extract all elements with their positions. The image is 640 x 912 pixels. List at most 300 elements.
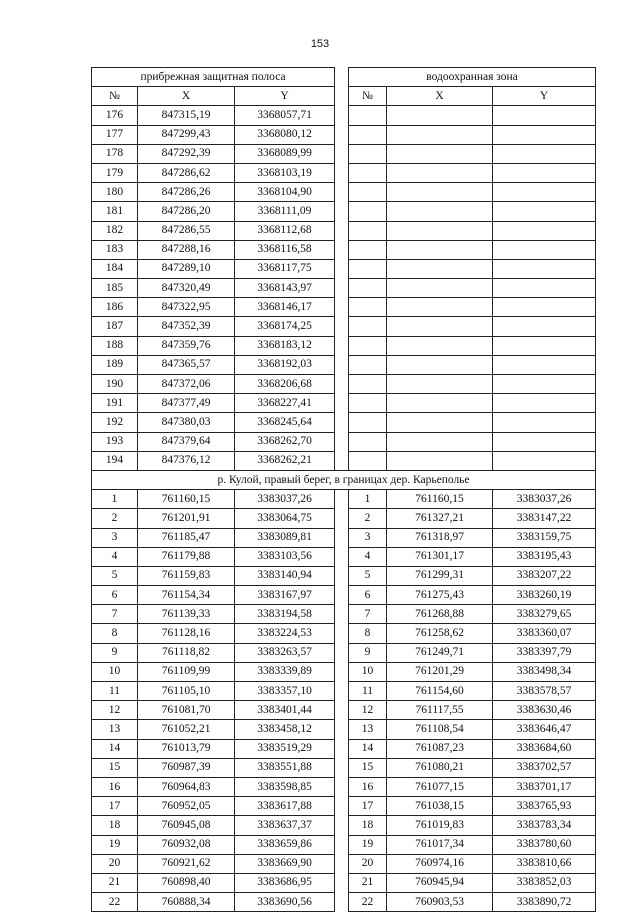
point-number: 15 [349,758,387,777]
table-row [92,144,596,163]
point-number: 20 [92,854,138,873]
coord-x: 847376,12 [138,451,235,470]
table-row [92,394,596,413]
coord-x: 760952,05 [138,797,235,816]
point-number: 192 [92,413,138,432]
point-number: 4 [349,547,387,566]
column-gap [335,394,349,413]
coord-y: 3383890,72 [493,893,596,912]
col-header-x: X [138,87,235,106]
coord-x: 761160,15 [138,490,235,509]
coord-y: 3383339,89 [235,662,335,681]
table-row [92,528,596,547]
point-number: 183 [92,240,138,259]
col-header-no: № [92,87,138,106]
empty-cell [349,279,387,298]
empty-cell [387,394,493,413]
col-header-y: Y [235,87,335,106]
coord-y: 3368103,19 [235,163,335,182]
empty-cell [349,125,387,144]
empty-cell [349,221,387,240]
point-number: 18 [92,816,138,835]
coord-x: 847377,49 [138,394,235,413]
coord-y: 3383765,93 [493,797,596,816]
point-number: 11 [92,682,138,701]
coord-x: 761038,15 [387,797,493,816]
coord-y: 3383458,12 [235,720,335,739]
coord-x: 761160,15 [387,490,493,509]
point-number: 7 [349,605,387,624]
coord-x: 760921,62 [138,854,235,873]
column-gap [335,317,349,336]
coord-x: 760903,53 [387,893,493,912]
table-row [92,279,596,298]
empty-cell [493,298,596,317]
coord-y: 3383357,10 [235,682,335,701]
empty-cell [349,259,387,278]
point-number: 13 [349,720,387,739]
coord-x: 847320,49 [138,279,235,298]
coord-y: 3383498,34 [493,662,596,681]
coord-x: 847286,20 [138,202,235,221]
point-number: 3 [92,528,138,547]
coord-y: 3383598,85 [235,777,335,796]
column-gap [335,777,349,796]
column-gap [335,125,349,144]
point-number: 191 [92,394,138,413]
point-number: 2 [92,509,138,528]
empty-cell [493,221,596,240]
column-gap [335,528,349,547]
empty-cell [493,259,596,278]
coord-y: 3368183,12 [235,336,335,355]
coord-x: 761185,47 [138,528,235,547]
coord-y: 3368080,12 [235,125,335,144]
coord-x: 761087,23 [387,739,493,758]
coord-x: 761249,71 [387,643,493,662]
table-row [92,586,596,605]
coord-y: 3383684,60 [493,739,596,758]
table-row [92,816,596,835]
point-number: 187 [92,317,138,336]
point-number: 4 [92,547,138,566]
table-row [92,183,596,202]
coord-x: 761268,88 [387,605,493,624]
column-gap [335,893,349,912]
point-number: 190 [92,375,138,394]
empty-cell [349,106,387,125]
empty-cell [387,259,493,278]
point-number: 22 [349,893,387,912]
empty-cell [349,298,387,317]
table-row [92,451,596,470]
empty-cell [387,163,493,182]
empty-cell [349,432,387,451]
coord-x: 761201,29 [387,662,493,681]
section-2-body [92,490,596,912]
coord-x: 761258,62 [387,624,493,643]
zone-title-row [92,68,596,87]
point-number: 2 [349,509,387,528]
point-number: 12 [349,701,387,720]
coord-y: 3383702,57 [493,758,596,777]
empty-cell [387,125,493,144]
coord-y: 3368116,58 [235,240,335,259]
column-gap [335,701,349,720]
point-number: 19 [92,835,138,854]
point-number: 12 [92,701,138,720]
empty-cell [493,279,596,298]
empty-cell [493,432,596,451]
table-row [92,547,596,566]
table-row [92,566,596,585]
col-header-x: X [387,87,493,106]
coord-y: 3383224,53 [235,624,335,643]
table-row [92,854,596,873]
coord-y: 3368111,09 [235,202,335,221]
empty-cell [387,336,493,355]
point-number: 1 [349,490,387,509]
table-row [92,375,596,394]
coord-y: 3368117,75 [235,259,335,278]
coord-y: 3383578,57 [493,682,596,701]
empty-cell [349,202,387,221]
coord-x: 760964,83 [138,777,235,796]
table-row [92,758,596,777]
empty-cell [493,240,596,259]
table-row [92,259,596,278]
column-gap [335,413,349,432]
coord-y: 3368146,17 [235,298,335,317]
coord-y: 3383360,07 [493,624,596,643]
point-number: 6 [92,586,138,605]
coord-x: 761139,33 [138,605,235,624]
empty-cell [349,413,387,432]
coord-y: 3383659,86 [235,835,335,854]
point-number: 11 [349,682,387,701]
point-number: 3 [349,528,387,547]
column-gap [335,355,349,374]
table-row [92,413,596,432]
empty-cell [387,279,493,298]
empty-cell [349,144,387,163]
coord-x: 761318,97 [387,528,493,547]
point-number: 21 [349,873,387,892]
point-number: 182 [92,221,138,240]
table-row [92,605,596,624]
coord-x: 761327,21 [387,509,493,528]
column-gap [335,854,349,873]
point-number: 9 [92,643,138,662]
section-2-title [92,470,596,489]
point-number: 17 [349,797,387,816]
coord-y: 3368104,90 [235,183,335,202]
column-gap [335,451,349,470]
coord-x: 760987,39 [138,758,235,777]
column-gap [335,106,349,125]
coord-y: 3383690,56 [235,893,335,912]
point-number: 10 [349,662,387,681]
column-gap [335,144,349,163]
coord-x: 847292,39 [138,144,235,163]
coord-y: 3368192,03 [235,355,335,374]
empty-cell [349,163,387,182]
page-number: 153 [310,38,330,50]
coord-y: 3383263,57 [235,643,335,662]
empty-cell [493,317,596,336]
coord-x: 760898,40 [138,873,235,892]
column-gap [335,643,349,662]
empty-cell [493,451,596,470]
coord-x: 761019,83 [387,816,493,835]
table-row [92,682,596,701]
coord-x: 761017,34 [387,835,493,854]
coord-x: 761052,21 [138,720,235,739]
coordinates-table [91,67,596,912]
column-gap [335,873,349,892]
empty-cell [493,163,596,182]
coord-x: 847288,16 [138,240,235,259]
coord-x: 847352,39 [138,317,235,336]
empty-cell [493,183,596,202]
section-title-row [92,470,596,489]
coord-x: 761275,43 [387,586,493,605]
coord-y: 3383103,56 [235,547,335,566]
point-number: 194 [92,451,138,470]
empty-cell [493,202,596,221]
table-row [92,221,596,240]
column-gap [335,682,349,701]
coastal-strip-title: прибрежная защитная полоса [92,68,335,87]
point-number: 193 [92,432,138,451]
coord-y: 3383397,79 [493,643,596,662]
empty-cell [349,394,387,413]
point-number: 189 [92,355,138,374]
coord-y: 3383064,75 [235,509,335,528]
empty-cell [349,336,387,355]
table-row [92,643,596,662]
column-gap [335,336,349,355]
column-gap [335,490,349,509]
point-number: 16 [92,777,138,796]
coord-x: 761301,17 [387,547,493,566]
point-number: 13 [92,720,138,739]
table-row [92,624,596,643]
point-number: 22 [92,893,138,912]
coord-y: 3383852,03 [493,873,596,892]
point-number: 176 [92,106,138,125]
point-number: 21 [92,873,138,892]
table-row [92,777,596,796]
table-row [92,720,596,739]
coord-y: 3368206,68 [235,375,335,394]
coord-x: 760888,34 [138,893,235,912]
table-row [92,739,596,758]
table-row [92,202,596,221]
coord-y: 3383037,26 [493,490,596,509]
coord-x: 847372,06 [138,375,235,394]
coord-x: 847289,10 [138,259,235,278]
coord-x: 847286,55 [138,221,235,240]
coord-x: 760932,08 [138,835,235,854]
table-row [92,125,596,144]
coord-y: 3383780,60 [493,835,596,854]
column-gap [335,624,349,643]
empty-cell [387,240,493,259]
coord-y: 3383159,75 [493,528,596,547]
coord-y: 3383669,90 [235,854,335,873]
point-number: 18 [349,816,387,835]
coord-y: 3383701,17 [493,777,596,796]
empty-cell [387,375,493,394]
column-gap [335,509,349,528]
coord-x: 761159,83 [138,566,235,585]
point-number: 178 [92,144,138,163]
table-row [92,893,596,912]
table-row [92,432,596,451]
coord-x: 847322,95 [138,298,235,317]
point-number: 20 [349,854,387,873]
coord-x: 847286,62 [138,163,235,182]
empty-cell [493,394,596,413]
empty-cell [349,375,387,394]
column-gap [335,739,349,758]
point-number: 10 [92,662,138,681]
column-gap [335,797,349,816]
coord-y: 3383551,88 [235,758,335,777]
column-gap [335,375,349,394]
point-number: 19 [349,835,387,854]
empty-cell [493,375,596,394]
column-gap [335,87,349,106]
column-gap [335,662,349,681]
point-number: 1 [92,490,138,509]
coord-x: 760945,94 [387,873,493,892]
empty-cell [349,183,387,202]
coord-y: 3383167,97 [235,586,335,605]
coord-x: 761081,70 [138,701,235,720]
table-row [92,106,596,125]
table-row [92,163,596,182]
coord-y: 3368112,68 [235,221,335,240]
coord-x: 761117,55 [387,701,493,720]
point-number: 5 [92,566,138,585]
coord-x: 847315,19 [138,106,235,125]
point-number: 177 [92,125,138,144]
empty-cell [387,298,493,317]
coord-y: 3383147,22 [493,509,596,528]
point-number: 186 [92,298,138,317]
empty-cell [387,432,493,451]
coord-y: 3383279,65 [493,605,596,624]
coord-y: 3383783,34 [493,816,596,835]
point-number: 9 [349,643,387,662]
empty-cell [387,221,493,240]
table-row [92,662,596,681]
point-number: 184 [92,259,138,278]
column-gap [335,432,349,451]
coord-y: 3383401,44 [235,701,335,720]
empty-cell [493,125,596,144]
point-number: 14 [92,739,138,758]
point-number: 185 [92,279,138,298]
col-header-y: Y [493,87,596,106]
coord-y: 3383630,46 [493,701,596,720]
coord-x: 761013,79 [138,739,235,758]
coord-x: 847286,26 [138,183,235,202]
column-gap [335,547,349,566]
table-row [92,509,596,528]
coord-y: 3368057,71 [235,106,335,125]
column-gap [335,586,349,605]
table-row [92,317,596,336]
coord-x: 847365,57 [138,355,235,374]
table-row [92,336,596,355]
coord-y: 3383637,37 [235,816,335,835]
empty-cell [493,106,596,125]
point-number: 17 [92,797,138,816]
table-row [92,835,596,854]
coord-y: 3383646,47 [493,720,596,739]
column-gap [335,605,349,624]
river-section-title: р. Кулой, правый берег, в границах дер. Карьеполье [92,470,596,489]
empty-cell [349,317,387,336]
empty-cell [387,183,493,202]
coord-x: 761080,21 [387,758,493,777]
coord-y: 3368262,70 [235,432,335,451]
coord-x: 761077,15 [387,777,493,796]
coord-x: 760945,08 [138,816,235,835]
coord-x: 761179,88 [138,547,235,566]
column-gap [335,298,349,317]
coord-x: 761154,34 [138,586,235,605]
column-gap [335,183,349,202]
coord-y: 3383194,58 [235,605,335,624]
coord-x: 847379,64 [138,432,235,451]
column-gap [335,240,349,259]
col-header-no: № [349,87,387,106]
empty-cell [387,202,493,221]
column-gap [335,68,349,87]
empty-cell [387,355,493,374]
coord-y: 3383037,26 [235,490,335,509]
point-number: 188 [92,336,138,355]
empty-cell [349,240,387,259]
table-row [92,701,596,720]
coord-y: 3368262,21 [235,451,335,470]
coord-x: 761108,54 [387,720,493,739]
empty-cell [493,144,596,163]
empty-cell [349,451,387,470]
coord-x: 761109,99 [138,662,235,681]
point-number: 7 [92,605,138,624]
coord-y: 3383140,94 [235,566,335,585]
point-number: 16 [349,777,387,796]
point-number: 8 [349,624,387,643]
empty-cell [387,451,493,470]
column-gap [335,720,349,739]
column-gap [335,566,349,585]
empty-cell [387,413,493,432]
coord-x: 760974,16 [387,854,493,873]
empty-cell [349,355,387,374]
point-number: 8 [92,624,138,643]
coord-x: 761118,82 [138,643,235,662]
coord-y: 3368174,25 [235,317,335,336]
column-gap [335,758,349,777]
point-number: 181 [92,202,138,221]
table-row [92,298,596,317]
